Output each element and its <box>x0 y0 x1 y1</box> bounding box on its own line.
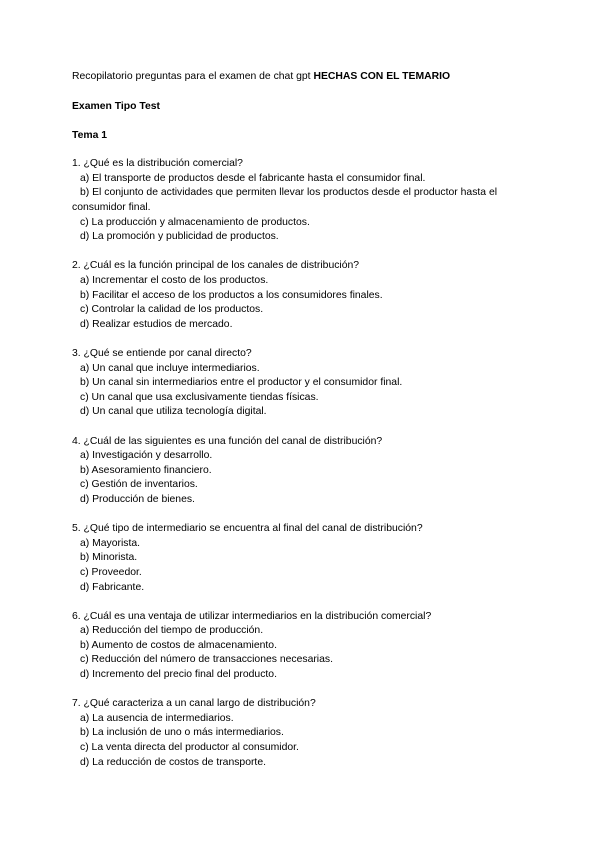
answer-option: d) Realizar estudios de mercado. <box>80 318 233 330</box>
answer-option: b) Minorista. <box>80 552 138 564</box>
answer-option: a) Un canal que incluye intermediarios. <box>80 362 260 374</box>
answer-option: c) Gestión de inventarios. <box>80 479 198 491</box>
answer-option: b) El conjunto de actividades que permiten llevar los productos desde el productor hasta el consumidor final. <box>72 187 498 214</box>
question-block <box>72 347 542 420</box>
answer-option: b) Aumento de costos de almacenamiento. <box>80 639 277 651</box>
intro-bold-text: HECHAS CON EL TEMARIO <box>313 71 451 82</box>
answer-option: d) Incremento del precio final del producto. <box>80 669 277 681</box>
question-text: 2. ¿Cuál es la función principal de los canales de distribución? <box>72 260 360 272</box>
question-text: 5. ¿Qué tipo de intermediario se encuentra al final del canal de distribución? <box>72 523 423 535</box>
question-text: 1. ¿Qué es la distribución comercial? <box>72 158 243 170</box>
question-block <box>72 259 542 332</box>
answer-option: a) La ausencia de intermediarios. <box>80 712 234 724</box>
answer-option: c) Reducción del número de transacciones necesarias. <box>80 654 333 666</box>
answer-option: b) Asesoramiento financiero. <box>80 464 212 476</box>
answer-option: b) Un canal sin intermediarios entre el productor y el consumidor final. <box>80 377 403 389</box>
answer-option: d) La reducción de costos de transporte. <box>80 756 266 768</box>
answer-option: a) Investigación y desarrollo. <box>80 450 213 462</box>
intro-text: Recopilatorio preguntas para el examen de chat gpt <box>72 71 314 82</box>
question-text: 6. ¿Cuál es una ventaja de utilizar intermediarios en la distribución comercial? <box>72 610 432 622</box>
answer-option: a) Reducción del tiempo de producción. <box>80 625 264 637</box>
answer-option: c) Controlar la calidad de los productos. <box>80 304 264 316</box>
question-block <box>72 522 542 595</box>
topic-title: Tema 1 <box>72 130 108 142</box>
answer-option: a) El transporte de productos desde el fabricante hasta el consumidor final. <box>80 172 426 184</box>
answer-option: d) Producción de bienes. <box>80 493 195 505</box>
question-block <box>72 157 542 245</box>
answer-option: d) Un canal que utiliza tecnología digital. <box>80 406 267 418</box>
answer-option: b) Facilitar el acceso de los productos a los consumidores finales. <box>80 289 383 301</box>
answer-option: d) La promoción y publicidad de productos. <box>80 231 279 243</box>
question-block <box>72 697 542 770</box>
question-text: 4. ¿Cuál de las siguientes es una función del canal de distribución? <box>72 435 383 447</box>
question-block <box>72 610 542 683</box>
question-text: 3. ¿Qué se entiende por canal directo? <box>72 348 252 359</box>
exam-title: Examen Tipo Test <box>72 101 160 113</box>
question-text: 7. ¿Qué caracteriza a un canal largo de distribución? <box>72 698 316 710</box>
answer-option: c) Un canal que usa exclusivamente tiendas físicas. <box>80 391 319 403</box>
question-block <box>72 435 542 508</box>
document-page <box>72 70 542 770</box>
intro-line <box>72 70 542 85</box>
answer-option: b) La inclusión de uno o más intermediarios. <box>80 727 284 739</box>
question-list <box>72 157 542 770</box>
answer-option: a) Incrementar el costo de los productos. <box>80 275 269 287</box>
answer-option: a) Mayorista. <box>80 537 141 549</box>
answer-option: d) Fabricante. <box>80 581 145 593</box>
answer-option: c) Proveedor. <box>80 566 142 578</box>
answer-option: c) La producción y almacenamiento de productos. <box>80 216 310 228</box>
answer-option: c) La venta directa del productor al consumidor. <box>80 742 299 754</box>
